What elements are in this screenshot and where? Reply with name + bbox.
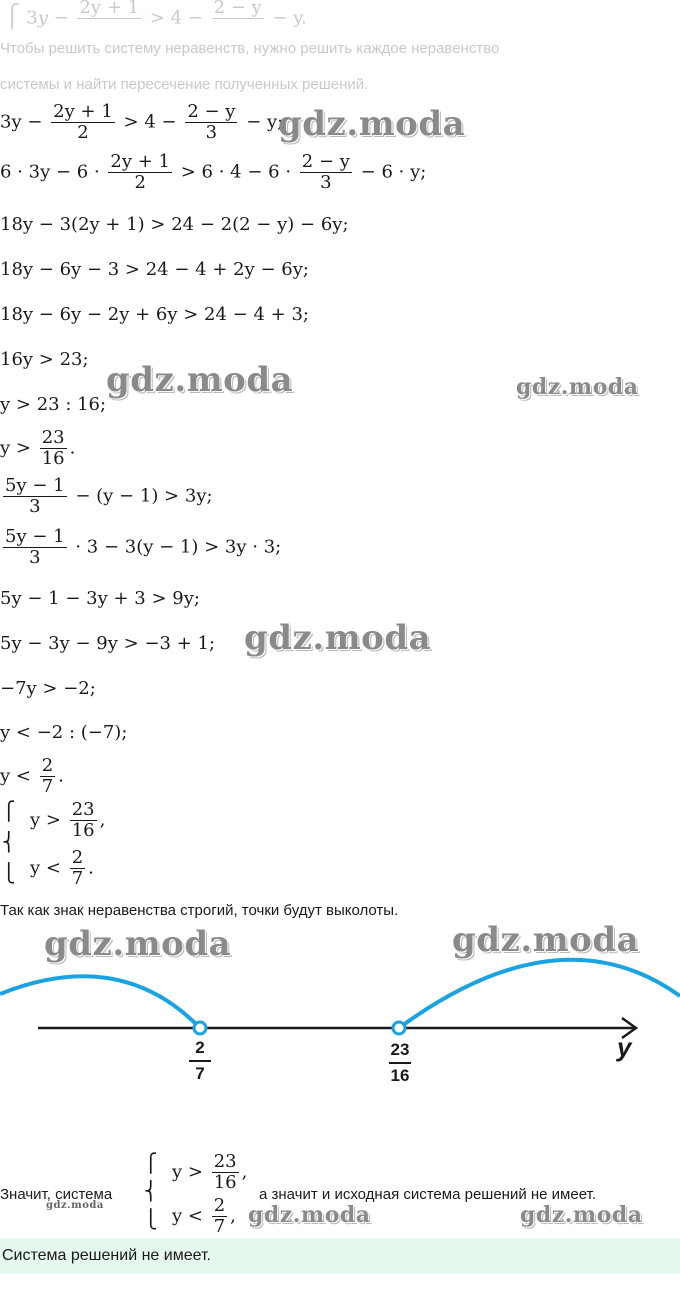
strict-note: Так как знак неравенства строгий, точки будут выколоты. — [0, 902, 399, 919]
number-line — [0, 950, 680, 1090]
conclusion-lead: Значит, система — [0, 1186, 113, 1203]
intro-line-2: системы и найти пересечение полученных решений. — [0, 76, 369, 93]
intro-line-1: Чтобы решить систему неравенств, нужно решить каждое неравенство — [0, 40, 500, 57]
axis-label: y — [617, 1032, 632, 1062]
step-1-5: 18y − 6y − 2y + 6y > 24 − 4 + 3; — [0, 304, 309, 325]
step-1-6: 16y > 23; — [0, 349, 89, 370]
step-2-3: 5y − 1 − 3y + 3 > 9y; — [0, 588, 200, 609]
step-1-7: y > 23 : 16; — [0, 394, 107, 415]
watermark: gdz.moda — [106, 360, 294, 400]
watermark: gdz.moda — [516, 374, 639, 400]
system-row-2: y < $\frac{2}{7}$ . — [30, 847, 94, 889]
solution-arc-right — [399, 960, 680, 1028]
step-2-6: y < −2 : (−7); — [0, 722, 128, 743]
step-1-4: 18y − 6y − 3 > 24 − 4 + 2y − 6y; — [0, 259, 309, 280]
step-2-2: $\frac{5y - 1}{3}$ · 3 − 3(y − 1) > 3y · 3; — [5, 526, 282, 568]
watermark: gdz.moda — [452, 920, 640, 960]
faded-inequality-line: ⎧ 3y − 2y + 1 > 4 − 2 − y − y. — [4, 0, 307, 30]
system-row-1: y > $\frac{23}{16}$ , — [30, 799, 106, 841]
conclusion-row-1: y > $\frac{23}{16}$ , — [172, 1151, 248, 1193]
step-1-1: 3y − $\frac{2y + 1}{2}$ > 4 − $\frac{2 - y}{3}$ − y; — [0, 101, 284, 143]
step-2-4: 5y − 3y − 9y > −3 + 1; — [0, 633, 216, 654]
step-2-5: −7y > −2; — [0, 678, 96, 699]
answer-box — [0, 1238, 680, 1274]
system-brace: ⎧ ⎨ ⎩ — [2, 801, 16, 884]
answer-text: Система решений не имеет. — [2, 1247, 211, 1264]
step-1-2: 6 · 3y − 6 · $\frac{2y + 1}{2}$ > 6 · 4 − 6 · $\frac{2 - y}{3}$ − 6 · y; — [0, 151, 427, 193]
watermark: gdz.moda — [248, 1202, 371, 1228]
watermark: gdz.moda — [520, 1202, 643, 1228]
point-label-23-16: 23 16 — [390, 1040, 410, 1085]
watermark: gdz.moda — [244, 618, 432, 658]
solution-arc-left — [0, 976, 200, 1028]
step-1-8: y > $\frac{23}{16}$ . — [0, 427, 76, 469]
watermark: gdz.moda — [278, 104, 466, 144]
conclusion-brace: ⎧ ⎨ ⎩ — [144, 1153, 158, 1230]
point-label-2-7: 2 7 — [186, 1038, 214, 1084]
watermark-small: gdz.moda — [46, 1200, 104, 1211]
step-1-3: 18y − 3(2y + 1) > 24 − 2(2 − y) − 6y; — [0, 214, 349, 235]
open-point-23-16 — [393, 1022, 405, 1034]
conclusion-tail: а значит и исходная система решений не имеет. — [259, 1186, 596, 1203]
step-2-1: $\frac{5y - 1}{3}$ − (y − 1) > 3y; — [5, 475, 213, 517]
step-2-7: y < $\frac{2}{7}$ . — [0, 755, 64, 797]
open-point-2-7 — [194, 1022, 206, 1034]
watermark: gdz.moda — [44, 924, 232, 964]
conclusion-row-2: y < $\frac{2}{7}$ , — [172, 1195, 236, 1237]
